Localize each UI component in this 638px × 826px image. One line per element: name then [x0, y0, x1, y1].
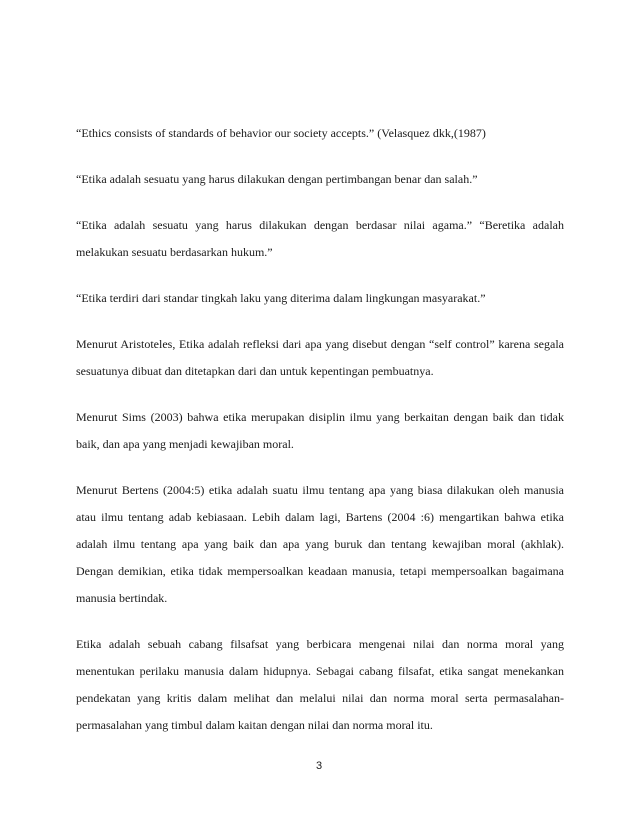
paragraph-etika-standar-tingkah-laku: “Etika terdiri dari standar tingkah laku yang diterima dalam lingkungan masyarakat.” [76, 291, 486, 305]
page-body [76, 120, 564, 758]
paragraph-etika-nilai-agama: “Etika adalah sesuatu yang harus dilakukan dengan berdasar nilai agama.” “Beretika adalah melakukan sesuatu berdasarkan hukum.” [76, 218, 564, 259]
paragraph-sims: Menurut Sims (2003) bahwa etika merupakan disiplin ilmu yang berkaitan dengan baik dan tidak baik, dan apa yang menjadi kewajiban moral. [76, 410, 564, 451]
paragraph-ethics-definition-velasquez: “Ethics consists of standards of behavior our society accepts.” (Velasquez dkk,(1987) [76, 126, 486, 140]
paragraph-etika-cabang-filsafat: Etika adalah sebuah cabang filsafsat yang berbicara mengenai nilai dan norma moral yang menentukan perilaku manusia dalam hidupnya. Sebagai cabang filsafat, etika sangat menekankan pendekatan yang kritis dalam melihat dan melalui nilai dan norma moral serta permasalahan-permasalahan yang timbul dalam kaitan dengan nilai dan norma moral itu. [76, 637, 564, 732]
paragraph-etika-benar-salah: “Etika adalah sesuatu yang harus dilakukan dengan pertimbangan benar dan salah.” [76, 172, 478, 186]
paragraph-aristoteles: Menurut Aristoteles, Etika adalah refleksi dari apa yang disebut dengan “self control” karena segala sesuatunya dibuat dan ditetapkan dari dan untuk kepentingan pembuatnya. [76, 337, 564, 378]
paragraph-bertens: Menurut Bertens (2004:5) etika adalah suatu ilmu tentang apa yang biasa dilakukan oleh manusia atau ilmu tentang adab kebiasaan. Lebih dalam lagi, Bartens (2004 :6) mengartikan bahwa etika adalah ilmu tentang apa yang baik dan apa yang buruk dan tentang kewajiban moral (akhlak). Dengan demikian, etika tidak mempersoalkan keadaan manusia, tetapi mempersoalkan bagaimana manusia bertindak. [76, 483, 564, 605]
page-number: 3 [315, 760, 323, 772]
